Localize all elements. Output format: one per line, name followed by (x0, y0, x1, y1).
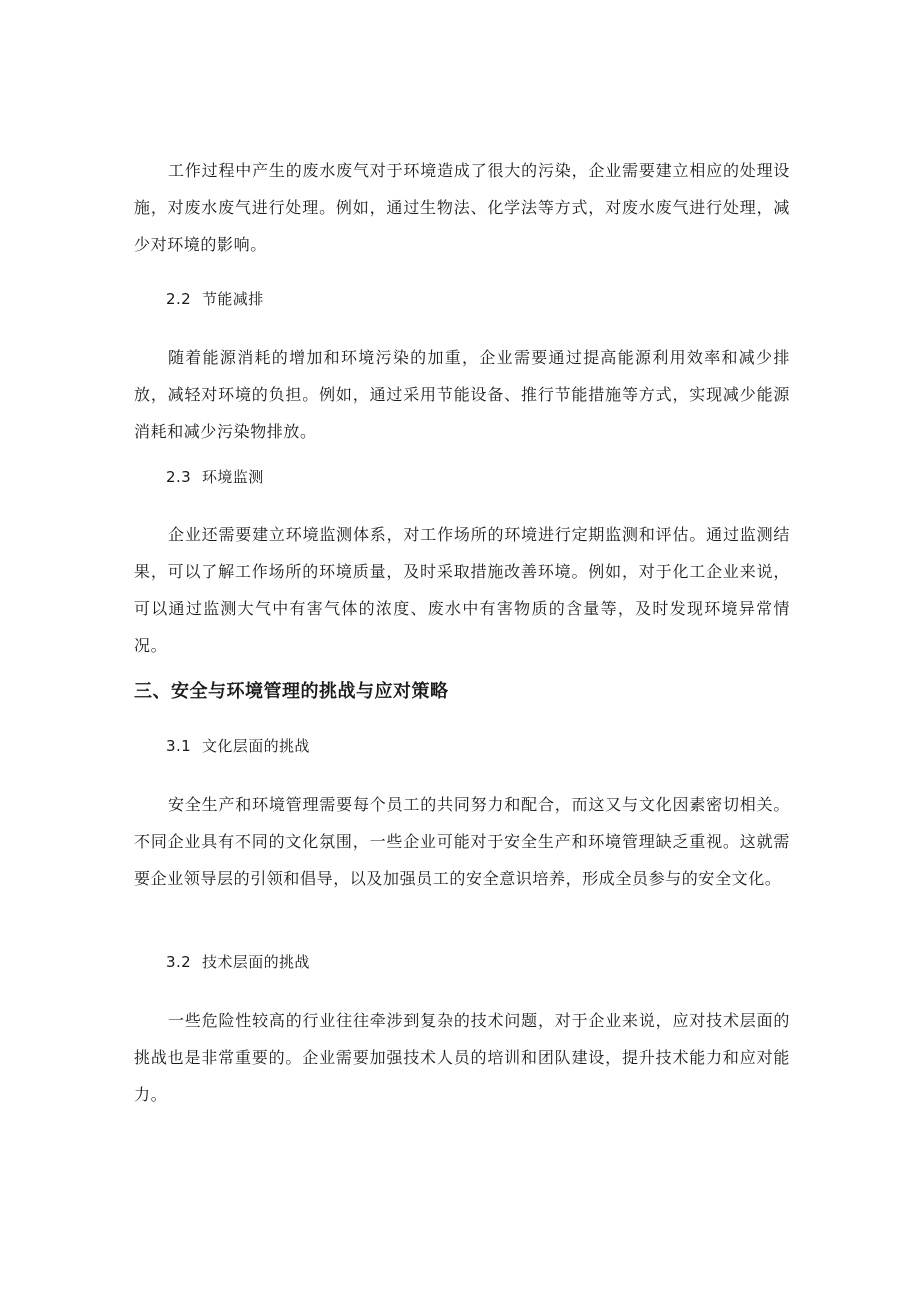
paragraph-monitoring: 企业还需要建立环境监测体系，对工作场所的环境进行定期监测和评估。通过监测结果，可以了解工作场所的环境质量，及时采取措施改善环境。例如，对于化工企业来说，可以通过监测大气中有害气体的浓度、废水中有害物质的含量等，及时发现环境异常情况。 (134, 525, 790, 655)
subsection-number: 3.1 (166, 737, 192, 755)
subsection-title: 环境监测 (202, 468, 264, 486)
subsection-heading-2-3 (166, 466, 264, 488)
section-heading-3: 三、安全与环境管理的挑战与应对策略 (134, 681, 449, 702)
paragraph-wastewater: 工作过程中产生的废水废气对于环境造成了很大的污染，企业需要建立相应的处理设施，对废水废气进行处理。例如，通过生物法、化学法等方式，对废水废气进行处理，减少对环境的影响。 (134, 161, 790, 254)
subsection-title: 节能减排 (202, 290, 264, 308)
subsection-number: 2.2 (166, 290, 192, 308)
paragraph-technology: 一些危险性较高的行业往往牵涉到复杂的技术问题，对于企业来说，应对技术层面的挑战也是非常重要的。企业需要加强技术人员的培训和团队建设，提升技术能力和应对能力。 (134, 1011, 790, 1104)
subsection-title: 文化层面的挑战 (202, 737, 310, 755)
subsection-heading-2-2 (166, 288, 264, 310)
paragraph-culture: 安全生产和环境管理需要每个员工的共同努力和配合，而这又与文化因素密切相关。不同企业具有不同的文化氛围，一些企业可能对于安全生产和环境管理缺乏重视。这就需要企业领导层的引领和倡导，以及加强员工的安全意识培养，形成全员参与的安全文化。 (134, 795, 790, 888)
subsection-number: 3.2 (166, 953, 192, 971)
subsection-number: 2.3 (166, 468, 192, 486)
subsection-title: 技术层面的挑战 (202, 953, 310, 971)
subsection-heading-3-1 (166, 735, 310, 757)
paragraph-energy-saving: 随着能源消耗的增加和环境污染的加重，企业需要通过提高能源利用效率和减少排放，减轻对环境的负担。例如，通过采用节能设备、推行节能措施等方式，实现减少能源消耗和减少污染物排放。 (134, 348, 790, 441)
subsection-heading-3-2 (166, 951, 310, 973)
